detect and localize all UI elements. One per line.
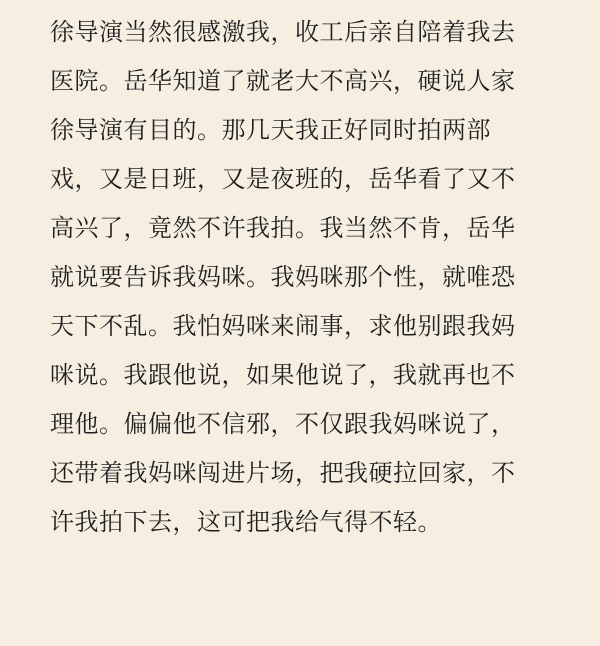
text-line: 医院。岳华知道了就老大不高兴，硬说人家 <box>50 67 516 95</box>
text-line: 徐导演当然很感激我，收工后亲自陪着我去 <box>50 18 516 46</box>
text-line: 还带着我妈咪闯进片场，把我硬拉回家，不 <box>50 459 516 487</box>
text-line: 高兴了，竟然不许我拍。我当然不肯，岳华 <box>50 214 516 242</box>
text-line: 咪说。我跟他说，如果他说了，我就再也不 <box>50 361 516 389</box>
text-line: 就说要告诉我妈咪。我妈咪那个性，就唯恐 <box>50 263 516 291</box>
text-line: 天下不乱。我怕妈咪来闹事，求他别跟我妈 <box>50 312 516 340</box>
paragraph <box>50 8 570 547</box>
text-line: 许我拍下去，这可把我给气得不轻。 <box>50 508 442 536</box>
text-line: 理他。偏偏他不信邪，不仅跟我妈咪说了， <box>50 410 516 438</box>
text-line: 戏，又是日班，又是夜班的，岳华看了又不 <box>50 165 516 193</box>
text-line: 徐导演有目的。那几天我正好同时拍两部 <box>50 116 491 144</box>
